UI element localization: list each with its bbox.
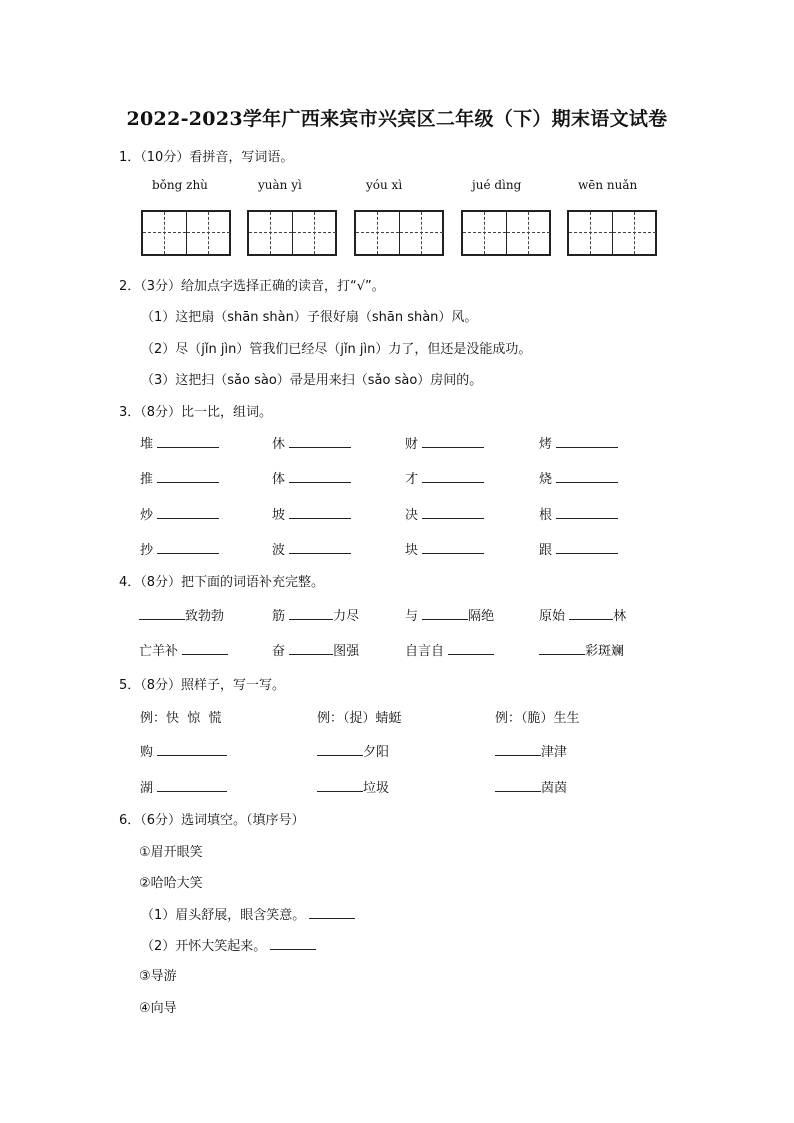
answer-blank[interactable] — [422, 540, 484, 554]
answer-blank[interactable] — [317, 778, 363, 792]
q3-char: 跟 — [539, 539, 618, 558]
pinyin-1: bǒng zhù — [152, 178, 208, 192]
q4-idiom: 亡羊补 — [139, 640, 228, 659]
answer-blank[interactable] — [556, 434, 618, 448]
q6-option-1: ①眉开眼笑 — [139, 845, 203, 860]
pinyin-4: jué dìng — [472, 178, 522, 192]
answer-blank[interactable] — [556, 505, 618, 519]
answer-blank[interactable] — [289, 469, 351, 483]
answer-blank[interactable] — [289, 434, 351, 448]
q2-item-1: （1）这把扇（shān shàn）子很好扇（shān shàn）风。 — [141, 310, 478, 325]
answer-blank[interactable] — [422, 434, 484, 448]
q4-idiom: 致勃勃 — [139, 605, 224, 624]
q5-item: 茵茵 — [495, 777, 567, 796]
q4-idiom: 与 隔绝 — [405, 605, 494, 624]
q5-item: 津津 — [495, 741, 567, 760]
q4-idiom: 自言自 — [405, 640, 494, 659]
q5-item: 夕阳 — [317, 741, 389, 760]
answer-blank[interactable] — [448, 641, 494, 655]
q3-char: 根 — [539, 504, 618, 523]
answer-blank[interactable] — [157, 469, 219, 483]
q2-item-2: （2）尽（jǐn jìn）管我们已经尽（jǐn jìn）力了，但还是没能成功。 — [141, 342, 532, 357]
answer-blank[interactable] — [569, 606, 613, 620]
answer-blank[interactable] — [556, 540, 618, 554]
tian-grid-1[interactable] — [141, 210, 231, 256]
question-2-label: 2．（3分）给加点字选择正确的读音，打“√”。 — [119, 279, 385, 294]
q3-char: 财 — [405, 433, 484, 452]
question-6-label: 6．（6分）选词填空。（填序号） — [119, 813, 305, 828]
pinyin-2: yuàn yì — [258, 178, 302, 192]
q3-char: 体 — [272, 468, 351, 487]
q6-sentence-2: （2）开怀大笑起来。 — [141, 935, 316, 954]
q3-char: 烧 — [539, 468, 618, 487]
q3-char: 休 — [272, 433, 351, 452]
answer-blank[interactable] — [289, 505, 351, 519]
q5-item: 湖 — [140, 777, 227, 796]
q5-item: 垃圾 — [317, 777, 389, 796]
q6-option-3: ③导游 — [139, 969, 177, 984]
answer-blank[interactable] — [289, 606, 333, 620]
answer-blank[interactable] — [182, 641, 228, 655]
q3-char: 烤 — [539, 433, 618, 452]
answer-blank[interactable] — [289, 540, 351, 554]
q3-char: 波 — [272, 539, 351, 558]
answer-blank[interactable] — [495, 778, 541, 792]
answer-blank[interactable] — [539, 641, 585, 655]
answer-blank[interactable] — [157, 540, 219, 554]
pinyin-5: wēn nuǎn — [578, 178, 638, 192]
q5-example-2: 例：（捉）蜻蜓 — [317, 711, 402, 726]
pinyin-3: yóu xì — [366, 178, 403, 192]
answer-blank[interactable] — [157, 434, 219, 448]
q3-char: 才 — [405, 468, 484, 487]
tian-grid-3[interactable] — [354, 210, 444, 256]
answer-blank[interactable] — [422, 606, 468, 620]
q3-char: 炒 — [140, 504, 219, 523]
answer-blank[interactable] — [422, 505, 484, 519]
page-title: 2022-2023学年广西来宾市兴宾区二年级（下）期末语文试卷 — [126, 108, 668, 130]
q6-option-2: ②哈哈大笑 — [139, 876, 203, 891]
q5-example-1: 例：快 惊 慌 — [140, 711, 222, 726]
q4-idiom: 奋 图强 — [272, 640, 359, 659]
answer-blank[interactable] — [422, 469, 484, 483]
answer-blank[interactable] — [289, 641, 333, 655]
tian-grid-2[interactable] — [247, 210, 337, 256]
answer-blank[interactable] — [495, 742, 541, 756]
q3-char: 坡 — [272, 504, 351, 523]
q2-item-3: （3）这把扫（sǎo sào）帚是用来扫（sǎo sào）房间的。 — [141, 373, 483, 388]
tian-grid-5[interactable] — [567, 210, 657, 256]
question-5-label: 5．（8分）照样子，写一写。 — [119, 678, 286, 693]
answer-blank[interactable] — [270, 936, 316, 950]
q4-idiom: 彩斑斓 — [539, 640, 624, 659]
question-1-label: 1．（10分）看拼音，写词语。 — [119, 150, 294, 165]
question-4-label: 4．（8分）把下面的词语补充完整。 — [119, 575, 325, 590]
answer-blank[interactable] — [157, 742, 227, 756]
q6-sentence-1: （1）眉头舒展，眼含笑意。 — [141, 904, 355, 923]
answer-blank[interactable] — [317, 742, 363, 756]
q3-char: 推 — [140, 468, 219, 487]
tian-grid-4[interactable] — [461, 210, 551, 256]
q3-char: 块 — [405, 539, 484, 558]
q5-example-3: 例：（脆）生生 — [495, 711, 580, 726]
question-3-label: 3．（8分）比一比，组词。 — [119, 405, 273, 420]
q5-item: 购 — [140, 741, 227, 760]
q3-char: 决 — [405, 504, 484, 523]
answer-blank[interactable] — [309, 905, 355, 919]
answer-blank[interactable] — [139, 606, 185, 620]
answer-blank[interactable] — [157, 778, 227, 792]
answer-blank[interactable] — [556, 469, 618, 483]
q6-option-4: ④向导 — [139, 1001, 177, 1016]
q4-idiom: 原始 林 — [539, 605, 626, 624]
q3-char: 抄 — [140, 539, 219, 558]
q3-char: 堆 — [140, 433, 219, 452]
answer-blank[interactable] — [157, 505, 219, 519]
q4-idiom: 筋 力尽 — [272, 605, 359, 624]
